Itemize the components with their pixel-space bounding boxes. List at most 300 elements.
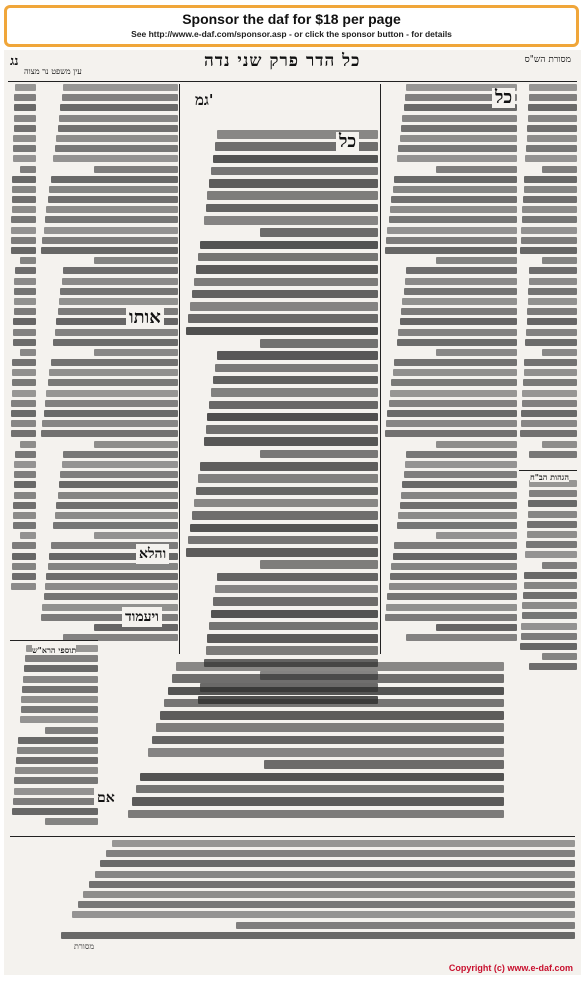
text-line <box>59 481 178 488</box>
text-line <box>176 662 504 671</box>
text-line <box>524 186 577 193</box>
text-line <box>112 840 575 847</box>
dibbur-im: אם <box>94 788 118 808</box>
text-line <box>521 420 577 427</box>
text-line <box>524 582 577 589</box>
text-line <box>63 451 178 458</box>
text-line <box>215 585 378 594</box>
text-line <box>56 502 178 509</box>
text-line <box>213 155 378 164</box>
text-line <box>44 227 178 234</box>
text-line <box>394 359 517 366</box>
text-line <box>400 135 517 142</box>
text-line <box>11 410 36 417</box>
text-line <box>148 748 504 757</box>
text-line <box>529 490 577 497</box>
text-line <box>60 104 178 111</box>
text-line <box>51 359 178 366</box>
section-divider-left <box>10 640 98 641</box>
text-line <box>12 573 36 580</box>
text-line <box>391 196 517 203</box>
text-line <box>406 634 517 641</box>
text-line <box>20 349 36 356</box>
text-line <box>12 563 36 570</box>
text-line <box>14 788 98 795</box>
text-line <box>527 318 577 325</box>
text-line <box>13 145 36 152</box>
text-line <box>12 808 98 815</box>
gemara-start-word: גמ' <box>192 90 216 110</box>
text-line <box>12 553 36 560</box>
text-line <box>48 379 178 386</box>
text-line <box>402 298 517 305</box>
text-line <box>387 227 517 234</box>
text-line <box>13 798 98 805</box>
text-line <box>525 339 577 346</box>
text-line <box>11 247 36 254</box>
text-line <box>60 471 178 478</box>
text-line <box>192 511 378 520</box>
text-line <box>13 512 36 519</box>
text-line <box>12 359 36 366</box>
text-line <box>260 228 378 237</box>
text-line <box>136 785 504 794</box>
text-line <box>21 696 98 703</box>
text-line <box>398 512 517 519</box>
text-line <box>211 388 378 397</box>
text-line <box>152 736 504 745</box>
text-line <box>59 115 178 122</box>
tosafot-harosh-label: תוספי הרא"ש <box>32 645 77 655</box>
text-line <box>100 860 575 867</box>
text-line <box>213 597 378 606</box>
text-line <box>394 176 517 183</box>
text-line <box>61 932 575 939</box>
gemara-column <box>182 130 378 710</box>
text-line <box>521 410 577 417</box>
text-line <box>528 500 577 507</box>
text-line <box>386 237 517 244</box>
text-line <box>406 267 517 274</box>
footer-note: מסורת <box>74 942 95 951</box>
text-line <box>401 125 517 132</box>
section-divider-right <box>519 470 577 471</box>
text-line <box>542 441 577 448</box>
text-line <box>13 522 36 529</box>
ein-mishpat-label: עין משפט נר מצוה <box>24 67 82 76</box>
text-line <box>401 492 517 499</box>
text-line <box>156 723 504 732</box>
text-line <box>542 166 577 173</box>
text-line <box>528 288 577 295</box>
text-line <box>11 227 36 234</box>
text-line <box>62 278 178 285</box>
text-line <box>53 339 178 346</box>
text-line <box>83 891 575 898</box>
text-line <box>542 653 577 660</box>
text-line <box>436 624 517 631</box>
text-line <box>523 379 577 386</box>
text-line <box>401 308 517 315</box>
header-rule <box>8 81 577 82</box>
text-line <box>194 499 378 508</box>
text-line <box>41 247 178 254</box>
text-line <box>526 145 577 152</box>
text-line <box>20 257 36 264</box>
text-line <box>11 400 36 407</box>
text-line <box>436 441 517 448</box>
text-line <box>522 206 577 213</box>
text-line <box>20 441 36 448</box>
page-header <box>4 50 581 80</box>
text-line <box>16 757 98 764</box>
text-line <box>522 602 577 609</box>
text-line <box>15 267 36 274</box>
text-line <box>215 364 378 373</box>
text-line <box>526 329 577 336</box>
text-line <box>393 186 517 193</box>
text-line <box>527 521 577 528</box>
text-line <box>198 474 378 483</box>
text-line <box>46 206 178 213</box>
text-line <box>14 125 36 132</box>
text-line <box>12 186 36 193</box>
text-line <box>44 593 178 600</box>
page-number: נג <box>10 54 19 69</box>
text-line <box>400 502 517 509</box>
text-line <box>217 573 378 582</box>
text-line <box>60 288 178 295</box>
text-line <box>260 339 378 348</box>
text-line <box>15 451 36 458</box>
text-line <box>209 622 378 631</box>
text-line <box>45 818 98 825</box>
text-line <box>529 84 577 91</box>
text-line <box>53 522 178 529</box>
text-line <box>521 623 577 630</box>
text-line <box>140 773 504 782</box>
text-line <box>12 542 36 549</box>
text-line <box>528 511 577 518</box>
text-line <box>436 257 517 264</box>
text-line <box>206 646 378 655</box>
text-line <box>172 674 504 683</box>
text-line <box>394 542 517 549</box>
text-line <box>397 155 517 162</box>
text-line <box>190 302 378 311</box>
text-line <box>200 462 378 471</box>
text-line <box>527 135 577 142</box>
text-line <box>213 376 378 385</box>
tosafot-start-word: אותו <box>126 308 164 328</box>
text-line <box>51 176 178 183</box>
text-line <box>186 327 378 336</box>
text-line <box>390 206 517 213</box>
text-line <box>58 492 178 499</box>
text-line <box>196 265 378 274</box>
text-line <box>196 487 378 496</box>
text-line <box>63 84 178 91</box>
text-line <box>160 711 504 720</box>
mishnah-start-word: כל <box>336 132 359 152</box>
text-line <box>168 687 504 696</box>
bottom-commentary <box>10 840 575 950</box>
text-line <box>95 871 575 878</box>
text-line <box>522 612 577 619</box>
text-line <box>398 145 517 152</box>
text-line <box>527 125 577 132</box>
text-line <box>389 216 517 223</box>
text-line <box>22 686 98 693</box>
text-line <box>389 400 517 407</box>
text-line <box>14 104 36 111</box>
masoret-label: מסורת הש"ס <box>524 55 571 65</box>
text-line <box>524 359 577 366</box>
gemara-lower-block <box>104 662 504 832</box>
text-line <box>14 461 36 468</box>
dibbur-vehalo: והלא <box>136 544 169 564</box>
text-line <box>13 155 36 162</box>
chapter-title: כל הדר פרק שני נדה <box>204 51 361 71</box>
text-line <box>63 267 178 274</box>
text-line <box>14 481 36 488</box>
text-line <box>15 767 98 774</box>
text-line <box>524 176 577 183</box>
text-line <box>207 191 378 200</box>
text-line <box>542 562 577 569</box>
text-line <box>14 94 36 101</box>
text-line <box>386 604 517 611</box>
text-line <box>391 379 517 386</box>
text-line <box>11 430 36 437</box>
text-line <box>55 329 178 336</box>
text-line <box>72 911 575 918</box>
text-line <box>17 747 98 754</box>
text-line <box>46 390 178 397</box>
text-line <box>385 614 517 621</box>
rashi-column <box>382 84 517 649</box>
tosafot-harosh-column <box>10 645 98 835</box>
text-line <box>436 349 517 356</box>
text-line <box>528 115 577 122</box>
text-line <box>200 241 378 250</box>
text-line <box>12 196 36 203</box>
text-line <box>436 532 517 539</box>
text-line <box>41 430 178 437</box>
text-line <box>20 532 36 539</box>
text-line <box>94 532 178 539</box>
text-line <box>42 420 178 427</box>
text-line <box>523 196 577 203</box>
text-line <box>520 643 577 650</box>
text-line <box>198 253 378 262</box>
text-line <box>207 634 378 643</box>
text-line <box>44 410 178 417</box>
text-line <box>20 166 36 173</box>
text-line <box>524 572 577 579</box>
text-line <box>11 216 36 223</box>
text-line <box>520 430 577 437</box>
text-line <box>49 369 178 376</box>
sponsor-banner[interactable] <box>4 5 579 47</box>
text-line <box>12 379 36 386</box>
text-line <box>393 553 517 560</box>
text-line <box>46 573 178 580</box>
text-line <box>204 216 378 225</box>
text-line <box>386 420 517 427</box>
text-line <box>12 206 36 213</box>
text-line <box>391 563 517 570</box>
text-line <box>94 257 178 264</box>
text-line <box>393 369 517 376</box>
text-line <box>59 298 178 305</box>
text-line <box>522 390 577 397</box>
text-line <box>209 179 378 188</box>
text-line <box>14 492 36 499</box>
text-line <box>397 522 517 529</box>
text-line <box>400 318 517 325</box>
text-line <box>14 471 36 478</box>
text-line <box>132 797 504 806</box>
text-line <box>542 257 577 264</box>
text-line <box>45 727 98 734</box>
text-line <box>404 471 517 478</box>
text-line <box>206 204 378 213</box>
right-divider <box>380 84 381 654</box>
text-line <box>264 760 504 769</box>
text-line <box>194 278 378 287</box>
tosafot-column <box>38 84 178 654</box>
text-line <box>56 135 178 142</box>
text-line <box>188 314 378 323</box>
text-line <box>390 573 517 580</box>
text-line <box>522 216 577 223</box>
text-line <box>13 502 36 509</box>
text-line <box>12 176 36 183</box>
text-line <box>521 633 577 640</box>
text-line <box>14 278 36 285</box>
text-line <box>11 420 36 427</box>
text-line <box>13 135 36 142</box>
text-line <box>390 390 517 397</box>
text-line <box>55 145 178 152</box>
text-line <box>207 413 378 422</box>
left-divider <box>179 84 180 654</box>
text-line <box>529 94 577 101</box>
text-line <box>211 167 378 176</box>
text-line <box>206 425 378 434</box>
text-line <box>527 531 577 538</box>
text-line <box>527 308 577 315</box>
text-line <box>405 461 517 468</box>
text-line <box>42 237 178 244</box>
text-line <box>217 351 378 360</box>
text-line <box>94 166 178 173</box>
text-line <box>49 186 178 193</box>
text-line <box>13 329 36 336</box>
text-line <box>260 450 378 459</box>
text-line <box>397 339 517 346</box>
text-line <box>12 369 36 376</box>
text-line <box>53 155 178 162</box>
text-line <box>542 349 577 356</box>
text-line <box>106 850 575 857</box>
text-line <box>524 369 577 376</box>
sponsor-title[interactable]: Sponsor the daf for $18 per page <box>182 11 401 27</box>
bottom-divider <box>10 836 575 837</box>
text-line <box>528 104 577 111</box>
copyright-link[interactable]: Copyright (c) www.e-daf.com <box>448 963 573 973</box>
talmud-page <box>4 50 581 975</box>
text-line <box>520 247 577 254</box>
text-line <box>45 400 178 407</box>
text-line <box>523 592 577 599</box>
text-line <box>14 298 36 305</box>
text-line <box>521 227 577 234</box>
text-line <box>45 583 178 590</box>
text-line <box>14 308 36 315</box>
text-line <box>14 777 98 784</box>
text-line <box>164 699 504 708</box>
text-line <box>529 278 577 285</box>
text-line <box>14 288 36 295</box>
text-line <box>58 125 178 132</box>
text-line <box>521 237 577 244</box>
text-line <box>402 481 517 488</box>
text-line <box>526 541 577 548</box>
text-line <box>404 288 517 295</box>
text-line <box>48 196 178 203</box>
text-line <box>13 339 36 346</box>
text-line <box>398 329 517 336</box>
text-line <box>188 536 378 545</box>
text-line <box>186 548 378 557</box>
text-line <box>11 583 36 590</box>
text-line <box>525 551 577 558</box>
text-line <box>529 663 577 670</box>
text-line <box>385 247 517 254</box>
text-line <box>11 237 36 244</box>
text-line <box>389 583 517 590</box>
text-line <box>190 524 378 533</box>
text-line <box>529 267 577 274</box>
text-line <box>128 810 504 819</box>
text-line <box>62 94 178 101</box>
dibbur-veyaamod: ויעמוד <box>122 607 162 627</box>
text-line <box>45 216 178 223</box>
text-line <box>525 155 577 162</box>
text-line <box>406 451 517 458</box>
text-line <box>94 349 178 356</box>
text-line <box>18 737 98 744</box>
text-line <box>385 430 517 437</box>
rashi-start-word: כל <box>492 88 515 108</box>
sponsor-subtitle[interactable]: See http://www.e-daf.com/sponsor.asp - or click the sponsor button - for details <box>131 29 452 39</box>
text-line <box>94 441 178 448</box>
text-line <box>204 437 378 446</box>
text-line <box>55 512 178 519</box>
text-line <box>23 676 98 683</box>
text-line <box>21 706 98 713</box>
text-line <box>387 593 517 600</box>
text-line <box>12 390 36 397</box>
text-line <box>15 84 36 91</box>
text-line <box>13 318 36 325</box>
text-line <box>387 410 517 417</box>
text-line <box>192 290 378 299</box>
text-line <box>260 560 378 569</box>
hagahot-label: הגהות הב"ח <box>530 472 569 482</box>
